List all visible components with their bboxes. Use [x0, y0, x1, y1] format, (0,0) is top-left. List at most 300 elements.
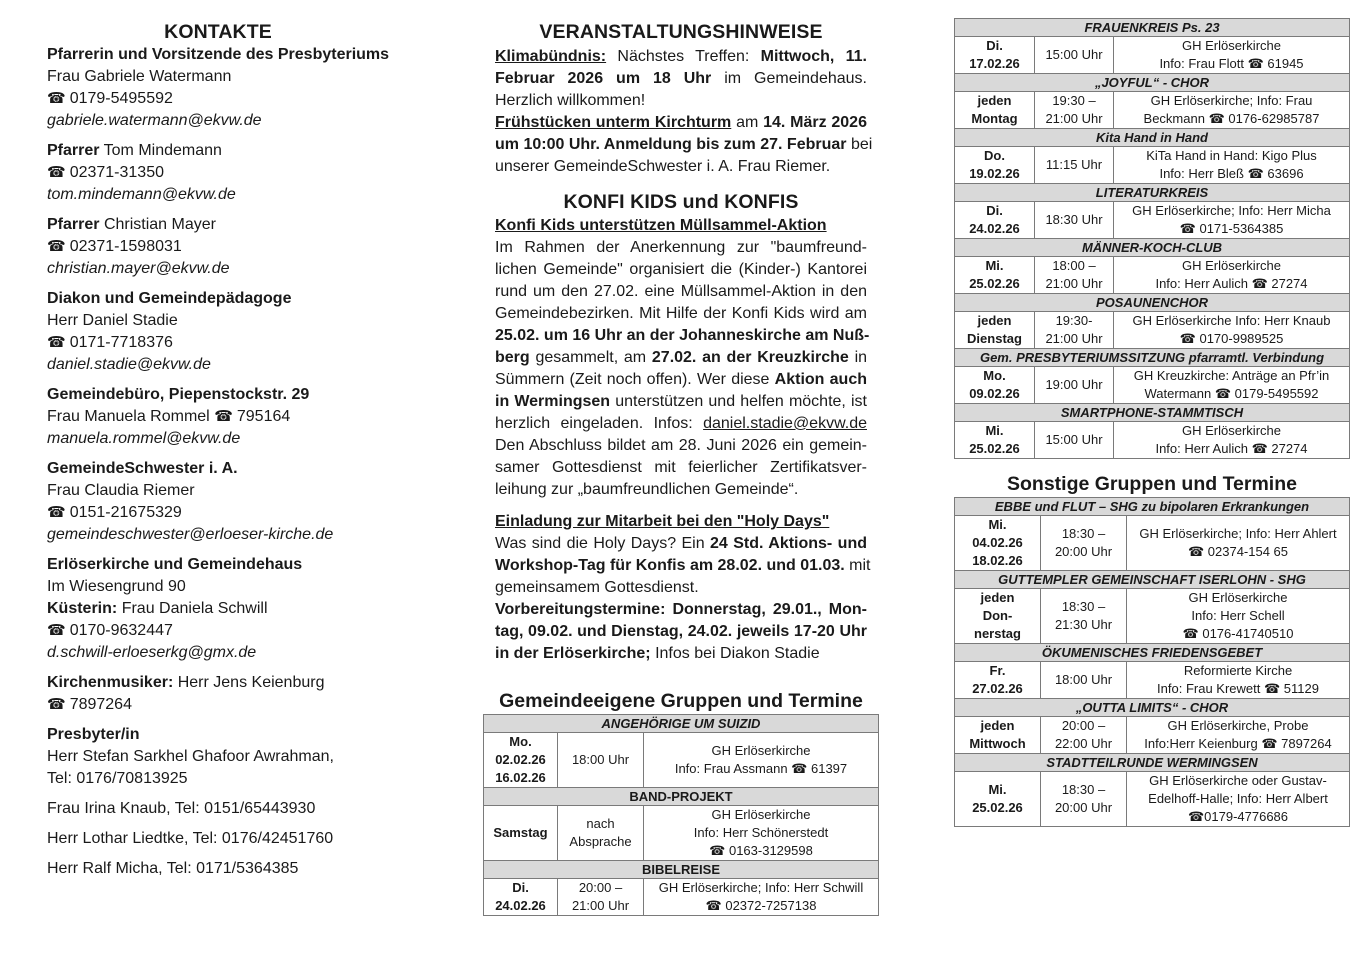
- contact-role: Pfarrer: [47, 216, 100, 233]
- presbyter-name: Herr Stefan Sarkhel Ghafoor Awrahman,: [47, 748, 334, 765]
- contact-email[interactable]: tom.mindemann@ekvw.de: [47, 186, 236, 203]
- event-time: [1035, 202, 1114, 239]
- contact-name: Tom Mindemann: [103, 142, 222, 159]
- presbyter-member: Frau Irina Knaub, Tel: 0151/65443930: [47, 800, 316, 817]
- event-info: [1114, 257, 1350, 294]
- group-header-row: [484, 861, 879, 879]
- contact-name: Frau Gabriele Watermann: [47, 68, 232, 85]
- contact-gemeindeschwester: [47, 458, 447, 546]
- event-row: [955, 662, 1350, 699]
- group-name: SMARTPHONE-STAMMTISCH: [955, 404, 1350, 422]
- event-time-line: 18:00 –: [1052, 258, 1096, 273]
- event-day-line: 16.02.26: [495, 770, 546, 785]
- event-info: [1127, 717, 1350, 754]
- event-day: [484, 733, 558, 788]
- konfi-line: rund um den 27.02. eine Müllsammel-Aktion in den: [495, 283, 867, 300]
- group-header-row: [955, 754, 1350, 772]
- event-day-line: jeden: [977, 313, 1012, 328]
- event-info-line: Info: Herr Bleß ☎ 63696: [1159, 166, 1304, 181]
- event-row: [955, 367, 1350, 404]
- konfi-text: in: [854, 349, 868, 366]
- contact-name: Herr Daniel Stadie: [47, 312, 178, 329]
- event-day-line: 09.02.26: [969, 386, 1020, 401]
- event-row: [955, 37, 1350, 74]
- event-time: [1035, 37, 1114, 74]
- event-row: [955, 772, 1350, 827]
- contact-role: Pfarrerin und Vorsitzende des Presbyteriums: [47, 46, 390, 63]
- klimabuendnis-paragraph: [495, 46, 867, 112]
- event-time-line: 20:00 –: [1061, 718, 1106, 733]
- event-info-line: GH Erlöserkirche; Info: Herr Ahlert: [1139, 526, 1337, 541]
- event-day-line: Don-: [982, 608, 1013, 623]
- event-time-line: 20:00 Uhr: [1054, 544, 1113, 559]
- fruehstueck-bei: bei: [850, 136, 873, 153]
- event-info-line: KiTa Hand in Hand: Kigo Plus: [1146, 148, 1317, 163]
- event-time-line: 19:00 Uhr: [1045, 377, 1103, 392]
- contact-email[interactable]: gabriele.watermann@ekvw.de: [47, 112, 262, 129]
- group-name: Gem. PRESBYTERIUMSSITZUNG pfarramtl. Verbindung: [955, 349, 1350, 367]
- event-day-line: jeden: [980, 590, 1015, 605]
- konfi-subtitle: Konfi Kids unterstützen Müllsammel-Aktion: [495, 217, 827, 234]
- event-info-line: GH Erlöserkirche; Info: Herr Schwill: [658, 880, 864, 895]
- event-day-line: Di.: [512, 880, 529, 895]
- klima-label: Klimabündnis:: [495, 48, 607, 65]
- event-day: [955, 772, 1041, 827]
- event-day-line: 24.02.26: [495, 898, 546, 913]
- konfi-email-link[interactable]: daniel.stadie@ekvw.de: [703, 415, 867, 432]
- holy-text: Was sind die Holy Days? Ein: [495, 535, 705, 552]
- presbyter-member: Herr Ralf Micha, Tel: 0171/5364385: [47, 860, 299, 877]
- group-name: MÄNNER-KOCH-CLUB: [955, 239, 1350, 257]
- event-time: [1041, 589, 1127, 644]
- event-time: [558, 806, 644, 861]
- event-row: [955, 312, 1350, 349]
- contact-phone: 7897264: [69, 696, 132, 713]
- event-info: [644, 879, 879, 916]
- konfi-bold: Aktion auch: [774, 371, 867, 388]
- event-time: [558, 733, 644, 788]
- konfi-bold: berg: [495, 349, 530, 366]
- event-time-line: nach: [586, 816, 615, 831]
- event-time: [1035, 147, 1114, 184]
- event-row: [955, 92, 1350, 129]
- holy-days-paragraph: [495, 511, 871, 665]
- event-time-line: 19:30 –: [1052, 93, 1096, 108]
- event-info: [1114, 367, 1350, 404]
- contact-phone: 02371-1598031: [69, 238, 182, 255]
- event-time-line: 20:00 –: [578, 880, 623, 895]
- group-name: ANGEHÖRIGE UM SUIZID: [484, 715, 879, 733]
- event-day-line: nerstag: [974, 626, 1021, 641]
- group-name: „JOYFUL“ - CHOR: [955, 74, 1350, 92]
- gemeindeeigene-table: [483, 714, 879, 916]
- group-name: ÖKUMENISCHES FRIEDENSGEBET: [955, 644, 1350, 662]
- contact-phone: 0151-21675329: [69, 504, 182, 521]
- contact-email[interactable]: daniel.stadie@ekvw.de: [47, 356, 211, 373]
- event-day-line: Samstag: [493, 825, 548, 840]
- contact-name: Herr Jens Keienburg: [177, 674, 325, 691]
- group-header-row: [955, 184, 1350, 202]
- event-day-line: Mo.: [983, 368, 1006, 383]
- event-time-line: 18:00 Uhr: [571, 752, 630, 767]
- event-info: [1114, 312, 1350, 349]
- event-info: [644, 806, 879, 861]
- event-time-line: 20:00 Uhr: [1054, 800, 1113, 815]
- contact-erloeserkirche: [47, 554, 447, 664]
- event-info-line: Info: Frau Flott ☎ 61945: [1159, 56, 1304, 71]
- event-info-line: GH Erlöserkirche; Info: Herr Micha: [1132, 203, 1331, 218]
- event-info-line: ☎ 0170-9989525: [1179, 331, 1284, 346]
- event-day: [955, 516, 1041, 571]
- event-time-line: 21:00 Uhr: [571, 898, 630, 913]
- klima-date: Mittwoch, 11.: [760, 48, 868, 65]
- contact-pfarrerin: [47, 44, 447, 132]
- termine-column: [954, 18, 1350, 827]
- event-day-line: 17.02.26: [969, 56, 1020, 71]
- event-info-line: ☎ 0176-41740510: [1182, 626, 1294, 641]
- group-header-row: [955, 239, 1350, 257]
- event-day-line: 27.02.26: [972, 681, 1023, 696]
- konfi-title: KONFI KIDS und KONFIS: [563, 191, 799, 213]
- event-day-line: jeden: [980, 718, 1015, 733]
- fruehstueck-contact: unserer GemeindeSchwester i. A. Frau Riemer.: [495, 158, 831, 175]
- phone-icon: ☎: [47, 696, 66, 713]
- event-info-line: ☎ 0171-5364385: [1179, 221, 1284, 236]
- group-header-row: [955, 294, 1350, 312]
- event-time: [1035, 422, 1114, 459]
- event-row: [955, 589, 1350, 644]
- event-info-line: Info:Herr Keienburg ☎ 7897264: [1144, 736, 1332, 751]
- event-time: [1035, 257, 1114, 294]
- event-time: [558, 879, 644, 916]
- event-info-line: Info: Frau Krewett ☎ 51129: [1157, 681, 1319, 696]
- event-day-line: Mi.: [988, 517, 1007, 532]
- group-name: LITERATURKREIS: [955, 184, 1350, 202]
- contact-name: Christian Mayer: [103, 216, 216, 233]
- contact-role: Kirchenmusiker:: [47, 674, 174, 691]
- konfi-line: Gemeindebezirken. Mit Hilfe der Konfi Kids wird am: [495, 305, 867, 322]
- event-day-line: 02.02.26: [495, 752, 546, 767]
- fruehstueck-paragraph: [495, 112, 873, 178]
- event-info-line: GH Erlöserkirche; Info: Frau: [1150, 93, 1313, 108]
- konfi-line: samer Gottesdienst mit feierlicher Zertifikatsver-: [495, 459, 867, 476]
- konfi-line: leihung zur „baumfreundlichen Gemeinde“.: [495, 481, 799, 498]
- event-info-line: Watermann ☎ 0179-5495592: [1144, 386, 1319, 401]
- presbyter-phone: Tel: 0176/70813925: [47, 770, 188, 787]
- gemeindeeigene-section: [483, 688, 879, 916]
- event-info-line: Edelhoff-Halle; Info: Herr Albert: [1148, 791, 1328, 806]
- klima-text: Nächstes Treffen:: [617, 48, 750, 65]
- event-day: [955, 37, 1035, 74]
- event-time: [1041, 516, 1127, 571]
- event-info-line: GH Erlöserkirche Info: Herr Knaub: [1132, 313, 1331, 328]
- group-name: Kita Hand in Hand: [955, 129, 1350, 147]
- konfi-bold: 27.02. an der Kreuzkirche: [651, 349, 849, 366]
- event-info-line: GH Erlöserkirche, Probe: [1167, 718, 1309, 733]
- group-header-row: [484, 715, 879, 733]
- event-time-line: 18:00 Uhr: [1054, 672, 1113, 687]
- event-time-line: 21:00 Uhr: [1045, 331, 1103, 346]
- event-day-line: 25.02.26: [969, 441, 1020, 456]
- event-time-line: 22:00 Uhr: [1054, 736, 1113, 751]
- event-day-line: Fr.: [989, 663, 1006, 678]
- gemeindeeigene-cont-table: [954, 18, 1350, 459]
- veranstaltungen-title: VERANSTALTUNGSHINWEISE: [539, 21, 823, 43]
- event-info: [1114, 92, 1350, 129]
- event-row: [484, 733, 879, 788]
- group-header-row: [955, 699, 1350, 717]
- event-info: [1127, 772, 1350, 827]
- konfi-line: lichen Gemeinde" organisiert die (Kinder-) Kantorei: [495, 261, 867, 278]
- event-info: [1127, 589, 1350, 644]
- kontakte-title: KONTAKTE: [164, 21, 272, 43]
- holy-dates: Vorbereitungstermine: Donnerstag, 29.01., Mon-: [495, 601, 867, 618]
- event-info: [1114, 422, 1350, 459]
- event-day: [955, 367, 1035, 404]
- event-row: [484, 879, 879, 916]
- presbyter-member: [47, 746, 447, 790]
- contact-phone: 0170-9632447: [69, 622, 173, 639]
- konfi-line: Im Rahmen der Anerkennung zur "baumfreund-: [495, 239, 867, 256]
- event-time: [1035, 92, 1114, 129]
- event-info-line: GH Erlöserkirche: [1182, 38, 1281, 53]
- phone-icon: ☎: [47, 90, 66, 107]
- phone-icon: ☎: [214, 408, 233, 425]
- contact-email[interactable]: christian.mayer@ekvw.de: [47, 260, 230, 277]
- contact-gemeindebuero: [47, 384, 447, 450]
- event-day-line: Mittwoch: [969, 736, 1026, 751]
- klima-welcome: Herzlich willkommen!: [495, 92, 646, 109]
- group-name: BAND-PROJEKT: [484, 788, 879, 806]
- event-day-line: Mi.: [985, 258, 1004, 273]
- event-day-line: Di.: [986, 38, 1003, 53]
- group-name: STADTTEILRUNDE WERMINGSEN: [955, 754, 1350, 772]
- holy-dates: tag, 09.02. und Dienstag, 24.02. jeweils 17-20 Uhr: [495, 623, 867, 640]
- group-header-row: [955, 129, 1350, 147]
- phone-icon: ☎: [47, 164, 66, 181]
- event-info-line: GH Erlöserkirche oder Gustav-: [1149, 773, 1327, 788]
- event-day-line: Mi.: [988, 782, 1007, 797]
- fruehstueck-anmeldung: um 10:00 Uhr. Anmeldung bis zum 27. Februar: [495, 136, 847, 153]
- event-row: [955, 147, 1350, 184]
- group-header-row: [955, 571, 1350, 589]
- event-info-line: GH Erlöserkirche: [711, 807, 811, 822]
- klima-location: im Gemeindehaus.: [724, 70, 867, 87]
- sonstige-section: [954, 471, 1350, 827]
- event-time-line: 15:00 Uhr: [1045, 47, 1103, 62]
- event-day: [955, 202, 1035, 239]
- event-day: [955, 147, 1035, 184]
- event-time-line: 18:30 –: [1061, 526, 1106, 541]
- event-day: [484, 879, 558, 916]
- contact-name: Frau Manuela Rommel: [47, 408, 210, 425]
- event-info-line: ☎ 02374-154 65: [1187, 544, 1289, 559]
- event-info-line: GH Erlöserkirche: [1182, 258, 1281, 273]
- event-day: [484, 806, 558, 861]
- event-time-line: 11:15 Uhr: [1045, 157, 1103, 172]
- event-day: [955, 92, 1035, 129]
- event-info: [1114, 147, 1350, 184]
- event-time-line: 21:00 Uhr: [1045, 111, 1103, 126]
- group-name: EBBE und FLUT – SHG zu bipolaren Erkrankungen: [955, 498, 1350, 516]
- event-row: [955, 422, 1350, 459]
- holy-bold: Workshop-Tag für Konfis am 28.02. und 01.03.: [495, 557, 845, 574]
- contact-email[interactable]: d.schwill-erloeserkg@gmx.de: [47, 644, 257, 661]
- event-info: [1127, 516, 1350, 571]
- contact-phone: 0171-7718376: [69, 334, 173, 351]
- klima-date-cont: Februar 2026 um 18 Uhr: [495, 70, 712, 87]
- event-day-line: 18.02.26: [972, 553, 1023, 568]
- event-day-line: 25.02.26: [972, 800, 1023, 815]
- contact-kirchenmusiker: [47, 672, 447, 716]
- event-time-line: 18:30 –: [1061, 599, 1106, 614]
- event-time: [1035, 312, 1114, 349]
- event-day-line: Montag: [971, 111, 1018, 126]
- event-time-line: 15:00 Uhr: [1045, 432, 1103, 447]
- phone-icon: ☎: [47, 622, 66, 639]
- event-day-line: Dienstag: [967, 331, 1022, 346]
- contact-role: Pfarrer: [47, 142, 100, 159]
- sonstige-title: Sonstige Gruppen und Termine: [1007, 473, 1297, 495]
- fruehstueck-date: 14. März 2026: [763, 114, 867, 131]
- event-info: [1114, 37, 1350, 74]
- event-time: [1035, 367, 1114, 404]
- contact-phone: 02371-31350: [69, 164, 164, 181]
- event-row: [955, 257, 1350, 294]
- konfi-line: 25.02. um 16 Uhr an der Johanneskirche am Nuß-: [495, 327, 870, 344]
- presbyter-title: Presbyter/in: [47, 726, 140, 743]
- group-name: POSAUNENCHOR: [955, 294, 1350, 312]
- event-day: [955, 662, 1041, 699]
- holy-text: mit: [849, 557, 871, 574]
- konfi-text: unterstützen und helfen möchte, ist: [615, 393, 867, 410]
- event-row: [955, 202, 1350, 239]
- event-info-line: GH Erlöserkirche: [711, 743, 811, 758]
- event-day: [955, 589, 1041, 644]
- event-day-line: Di.: [986, 203, 1003, 218]
- konfi-text: Sümmern (Zeit noch offen). Wer diese: [495, 371, 770, 388]
- contact-email[interactable]: gemeindeschwester@erloeser-kirche.de: [47, 526, 334, 543]
- contact-name: Frau Claudia Riemer: [47, 482, 195, 499]
- event-time: [1041, 772, 1127, 827]
- holy-bold: in der Erlöserkirche;: [495, 645, 651, 662]
- contact-list: [47, 44, 447, 880]
- event-info: [1114, 202, 1350, 239]
- phone-icon: ☎: [47, 334, 66, 351]
- event-info-line: ☎0179-4776686: [1187, 809, 1289, 824]
- event-time: [1041, 717, 1127, 754]
- event-day-line: 24.02.26: [969, 221, 1020, 236]
- contact-role: GemeindeSchwester i. A.: [47, 460, 238, 477]
- phone-icon: ☎: [47, 504, 66, 521]
- fruehstueck-text: am: [736, 114, 759, 131]
- event-day-line: Mi.: [985, 423, 1004, 438]
- event-day-line: 25.02.26: [969, 276, 1020, 291]
- contact-role: Diakon und Gemeindepädagoge: [47, 290, 292, 307]
- event-info-line: Info: Frau Assmann ☎ 61397: [674, 761, 848, 776]
- contact-address: Im Wiesengrund 90: [47, 578, 186, 595]
- event-time: [1041, 662, 1127, 699]
- gemeindeeigene-title: Gemeindeeigene Gruppen und Termine: [499, 690, 863, 712]
- contact-role: Gemeindebüro, Piepenstockstr. 29: [47, 386, 310, 403]
- group-header-row: [955, 19, 1350, 37]
- kontakte-column: [47, 20, 447, 888]
- group-header-row: [484, 788, 879, 806]
- sonstige-table: [954, 497, 1350, 827]
- event-time-line: 18:30 –: [1061, 782, 1106, 797]
- contact-pfarrer-mayer: [47, 214, 447, 280]
- event-day: [955, 312, 1035, 349]
- konfi-paragraph: [495, 215, 870, 501]
- presbyter-member: Herr Lothar Liedtke, Tel: 0176/42451760: [47, 830, 334, 847]
- phone-icon: ☎: [47, 238, 66, 255]
- event-row: [484, 806, 879, 861]
- konfi-line: Den Abschluss bildet am 28. Juni 2026 ein gemein-: [495, 437, 867, 454]
- event-time-line: 18:30 Uhr: [1045, 212, 1103, 227]
- veranstaltungen-column: [493, 20, 873, 913]
- contact-email[interactable]: manuela.rommel@ekvw.de: [47, 430, 241, 447]
- event-time-line: Absprache: [569, 834, 632, 849]
- holy-text: Infos bei Diakon Stadie: [655, 645, 820, 662]
- event-day-line: jeden: [977, 93, 1012, 108]
- konfi-bold: in Wermingsen: [495, 393, 611, 410]
- event-day: [955, 257, 1035, 294]
- group-header-row: [955, 498, 1350, 516]
- event-info: [1127, 662, 1350, 699]
- event-info-line: GH Kreuzkirche: Anträge an Pfr’in: [1133, 368, 1330, 383]
- group-header-row: [955, 349, 1350, 367]
- group-name: „OUTTA LIMITS“ - CHOR: [955, 699, 1350, 717]
- event-info-line: Beckmann ☎ 0176-62985787: [1143, 111, 1320, 126]
- event-day-line: Mo.: [509, 734, 532, 749]
- contact-subrole: Küsterin:: [47, 600, 118, 617]
- fruehstueck-label: Frühstücken unterm Kirchturm: [495, 114, 732, 131]
- contact-phone: 0179-5495592: [69, 90, 173, 107]
- event-info-line: ☎ 0163-3129598: [709, 843, 813, 858]
- contact-pfarrer-mindemann: [47, 140, 447, 206]
- event-info-line: Info: Herr Aulich ☎ 27274: [1155, 276, 1308, 291]
- group-name: BIBELREISE: [484, 861, 879, 879]
- event-day-line: 19.02.26: [969, 166, 1020, 181]
- event-day: [955, 717, 1041, 754]
- group-name: GUTTEMPLER GEMEINSCHAFT ISERLOHN - SHG: [955, 571, 1350, 589]
- contact-name: Frau Daniela Schwill: [121, 600, 268, 617]
- event-info-line: Info: Herr Schönerstedt: [693, 825, 829, 840]
- holy-days-title: Einladung zur Mitarbeit bei den "Holy Days": [495, 513, 830, 530]
- holy-text: gemeinsamem Gottesdienst.: [495, 579, 699, 596]
- event-info-line: GH Erlöserkirche: [1182, 423, 1281, 438]
- konfi-text: herzlich eingeladen. Infos:: [495, 415, 693, 432]
- presbyter-section: [47, 724, 447, 746]
- event-info-line: Info: Herr Schell: [1191, 608, 1285, 623]
- event-row: [955, 717, 1350, 754]
- event-row: [955, 516, 1350, 571]
- event-time-line: 21:30 Uhr: [1054, 617, 1113, 632]
- event-day: [955, 422, 1035, 459]
- event-info-line: GH Erlöserkirche: [1188, 590, 1288, 605]
- holy-bold: 24 Std. Aktions- und: [710, 535, 867, 552]
- group-header-row: [955, 644, 1350, 662]
- contact-diakon: [47, 288, 447, 376]
- group-name: FRAUENKREIS Ps. 23: [955, 19, 1350, 37]
- konfi-text: gesammelt, am: [535, 349, 647, 366]
- event-info-line: ☎ 02372-7257138: [705, 898, 817, 913]
- group-header-row: [955, 74, 1350, 92]
- event-day-line: Do.: [984, 148, 1005, 163]
- event-info: [644, 733, 879, 788]
- contact-role: Erlöserkirche und Gemeindehaus: [47, 556, 303, 573]
- event-day-line: 04.02.26: [972, 535, 1023, 550]
